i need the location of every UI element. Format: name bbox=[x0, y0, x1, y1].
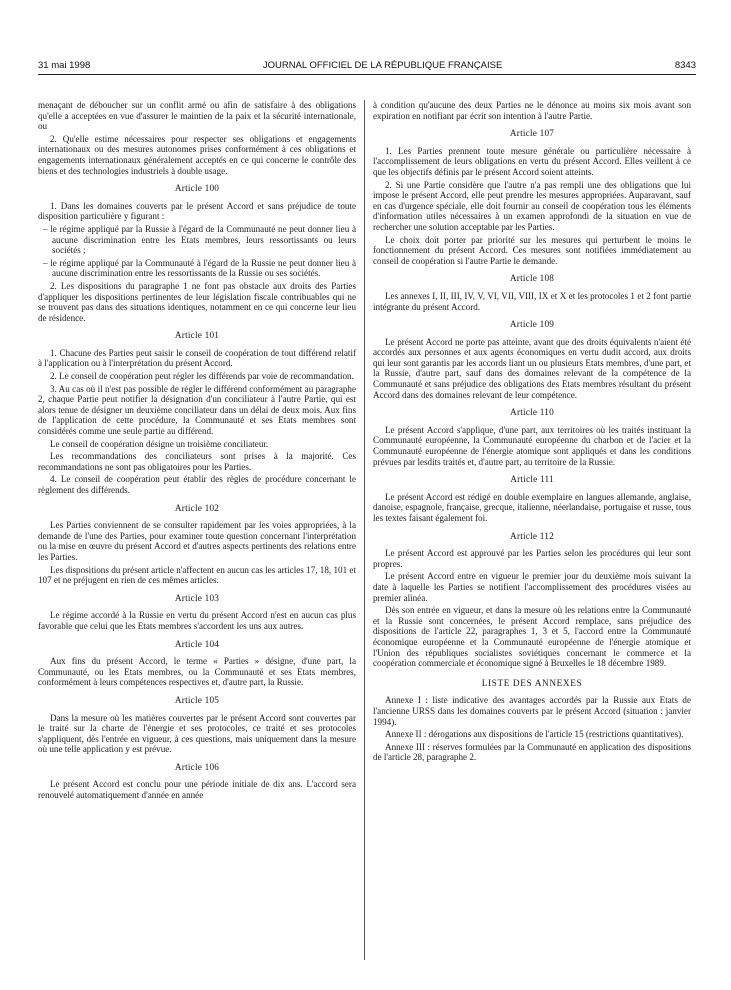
paragraph: Les Parties conviennent de se consulter rapidement par les voies appropriées, à la demande de l'une des Parties, pour examiner toute question concernant l'interprétation ou la mise en œuvre du présent Accord et d'autres aspects pertinents des relations entre les Parties. bbox=[38, 520, 356, 562]
paragraph: 1. Dans les domaines couverts par le présent Accord et sans préjudice de toute disposition particulière y figurant : bbox=[38, 200, 356, 222]
article-heading: Article 100 bbox=[174, 184, 220, 195]
article-heading: Article 106 bbox=[174, 762, 220, 773]
paragraph: Dès son entrée en vigueur, et dans la mesure où les relations entre la Communauté et la Russie sont concernées, le présent Accord remplace, sans préjudice des dispositions de l'article 22, paragraphes 1, 3 et 5, l'accord entre la Communauté économique européenne et la Communauté européenne de l'énergie atomique et l'Union des républiques socialistes soviétiques concernant le commerce et la coopération commerciale et économique signé à Bruxelles le 18 décembre 1989. bbox=[373, 605, 691, 669]
paragraph: 2. Le conseil de coopération peut régler les différends par voie de recommandation. bbox=[50, 371, 354, 382]
article-heading: Article 102 bbox=[174, 503, 220, 514]
paragraph: 4. Le conseil de coopération peut établir des règles de procédure concernant le règlement des différends. bbox=[38, 474, 356, 495]
paragraph: Le présent Accord entre en vigueur le premier jour du deuxième mois suivant la date à laquelle les Parties se notifient l'accomplissement des procédures visées au premier alinéa. bbox=[373, 571, 691, 603]
list-item: – le régime appliqué par la Russie à l'égard de la Communauté ne peut donner lieu à aucune discrimination entre les Etats membres, leurs ressortissants ou leurs sociétés ; bbox=[43, 223, 356, 256]
paragraph: à condition qu'aucune des deux Parties ne le dénonce au moins six mois avant son expiration en notifiant par écrit son intention à l'autre Partie. bbox=[373, 100, 691, 121]
list-item: – le régime appliqué par la Communauté à l'égard de la Russie ne peut donner lieu à aucune discrimination entre les ressortissants de la Russie ou ses sociétés. bbox=[43, 257, 356, 279]
paragraph: menaçant de déboucher sur un conflit armé ou afin de satisfaire à des obligations qu'elle a acceptées en vue d'assurer le maintien de la paix et la sécurité internationale, ou bbox=[38, 100, 356, 132]
header-rule bbox=[38, 74, 696, 75]
paragraph: Les recommandations des conciliateurs sont prises à la majorité. Ces recommandations ne sont pas obligatoires pour les Parties. bbox=[38, 451, 356, 472]
article-heading: Article 108 bbox=[509, 274, 555, 285]
paragraph: 1. Les Parties prennent toute mesure générale ou particulière nécessaire à l'accomplissement de leurs obligations en vertu du présent Accord. Elles veillent à ce que les objectifs définis par le présent Accord soient atteints. bbox=[373, 145, 691, 177]
paragraph: Le présent Accord est rédigé en double exemplaire en langues allemande, anglaise, danoise, espagnole, française, grecque, italienne, néerlandaise, portugaise et russe, tous les textes faisant également foi. bbox=[373, 491, 691, 523]
paragraph: Les dispositions du présent article n'affectent en aucun cas les articles 17, 18, 101 et 107 et ne préjugent en rien de ces mêmes articles. bbox=[38, 564, 356, 586]
paragraph: Le présent Accord s'applique, d'une part, aux territoires où les traités instituant la Communauté européenne, la Communauté européenne du charbon et de l'acier et la Communauté européenne de l'énergie atomique sont appliqués et dans les conditions prévues par lesdits traités et, d'autre part, au territoire de la Russie. bbox=[373, 424, 691, 467]
article-heading: Article 105 bbox=[174, 695, 220, 706]
article-heading: Article 109 bbox=[509, 320, 555, 331]
annex-list-heading: LISTE DES ANNEXES bbox=[481, 678, 583, 689]
column-divider bbox=[364, 100, 365, 960]
article-heading: Article 107 bbox=[509, 129, 555, 140]
paragraph: Le conseil de coopération désigne un troisième conciliateur. bbox=[50, 438, 269, 449]
paragraph: 1. Chacune des Parties peut saisir le conseil de coopération de tout différend relatif à l'application ou à l'interprétation du présent Accord. bbox=[38, 347, 356, 369]
article-heading: Article 111 bbox=[510, 475, 554, 486]
paragraph: Les annexes I, II, III, IV, V, VI, VII, VIII, IX et X et les protocoles 1 et 2 font partie intégrante du présent Accord. bbox=[373, 290, 691, 312]
paragraph: 3. Au cas où il n'est pas possible de régler le différend conformément au paragraphe 2, chaque Partie peut notifier la désignation d'un conciliateur à l'autre Partie, qui est alors tenue de désigner un deuxième conciliateur dans un délai de deux mois. Aux fins de l'application de cette procédure, la Communauté et ses Etats membres sont considérés comme une seule partie au différend. bbox=[38, 383, 356, 437]
paragraph: Dans la mesure où les matières couvertes par le présent Accord sont couvertes par le traité sur la charte de l'énergie et ses protocoles, ce traité et ses protocoles s'appliquent, dès l'entrée en vigueur, à ces questions, mais uniquement dans la mesure où une telle application y est prévue. bbox=[38, 712, 356, 755]
paragraph: Le présent Accord est conclu pour une période initiale de dix ans. L'accord sera renouvelé automatiquement d'année en année bbox=[38, 779, 356, 801]
paragraph: 2. Qu'elle estime nécessaires pour respecter ses obligations et engagements internationaux ou des mesures autonomes prises conformément à ces obligations et engagements internationaux généralement acceptés en ce qui concerne le contrôle des biens et des technologies industriels à double usage. bbox=[38, 133, 356, 176]
header-page-number: 8343 bbox=[674, 59, 696, 71]
paragraph: Annexe I : liste indicative des avantages accordés par la Russie aux Etats de l'ancienne URSS dans les domaines couverts par le présent Accord (situation : janvier 1994). bbox=[373, 695, 691, 727]
paragraph: Annexe II : dérogations aux dispositions de l'article 15 (restrictions quantitatives). bbox=[385, 729, 684, 740]
left-column bbox=[38, 100, 356, 803]
article-heading: Article 101 bbox=[174, 331, 220, 342]
paragraph: 2. Si une Partie considère que l'autre n'a pas rempli une des obligations que lui impose le présent Accord, elle peut prendre les mesures appropriées. Auparavant, sauf en cas d'urgence spéciale, elle doit fournir au conseil de coopération tous les éléments d'information utiles nécessaires à un examen approfondi de la situation en vue de rechercher une solution acceptable par les Parties. bbox=[373, 179, 691, 232]
right-column bbox=[373, 100, 691, 765]
paragraph: Aux fins du présent Accord, le terme « Parties » désigne, d'une part, la Communauté, ou les Etats membres, ou la Communauté et ses Etats membres, conformément à leurs compétences respectives et, d'autre part, la Russie. bbox=[38, 656, 356, 688]
article-heading: Article 110 bbox=[510, 408, 554, 419]
article-heading: Article 104 bbox=[174, 639, 220, 650]
header-title: JOURNAL OFFICIEL DE LA RÉPUBLIQUE FRANÇAISE bbox=[262, 59, 503, 71]
paragraph: Annexe III : réserves formulées par la Communauté en application des dispositions de l'article 28, paragraphe 2. bbox=[373, 741, 691, 763]
paragraph: 2. Les dispositions du paragraphe 1 ne font pas obstacle aux droits des Parties d'appliquer les dispositions pertinentes de leur législation fiscale contribuables qui ne se trouvent pas dans des situations identiques, notamment en ce qui concerne leur lieu de résidence. bbox=[38, 280, 356, 323]
header-date: 31 mai 1998 bbox=[38, 59, 91, 71]
paragraph: Le régime accordé à la Russie en vertu du présent Accord n'est en aucun cas plus favorable que celui que les Etats membres s'accordent les uns aux autres. bbox=[38, 610, 356, 631]
page-header bbox=[38, 58, 696, 72]
article-heading: Article 103 bbox=[174, 593, 220, 604]
article-heading: Article 112 bbox=[510, 531, 554, 542]
paragraph: Le présent Accord ne porte pas atteinte, avant que des droits équivalents n'aient été accordés aux personnes et aux agents économiques en vertu dudit accord, aux droits qui leur sont garantis par les accords liant un ou plusieurs Etats membres, d'une part, et la Russie, d'autre part, sauf dans des domaines relevant de la compétence de la Communauté et sans préjudice des obligations des Etats membres résultant du présent Accord dans des domaines relevant de leur compétence. bbox=[373, 336, 691, 400]
paragraph: Le choix doit porter par priorité sur les mesures qui perturbent le moins le fonctionnement du présent Accord. Ces mesures sont notifiées immédiatement au conseil de coopération si l'autre Partie le demande. bbox=[373, 234, 691, 266]
paragraph: Le présent Accord est approuvé par les Parties selon les procédures qui leur sont propres. bbox=[373, 548, 691, 569]
